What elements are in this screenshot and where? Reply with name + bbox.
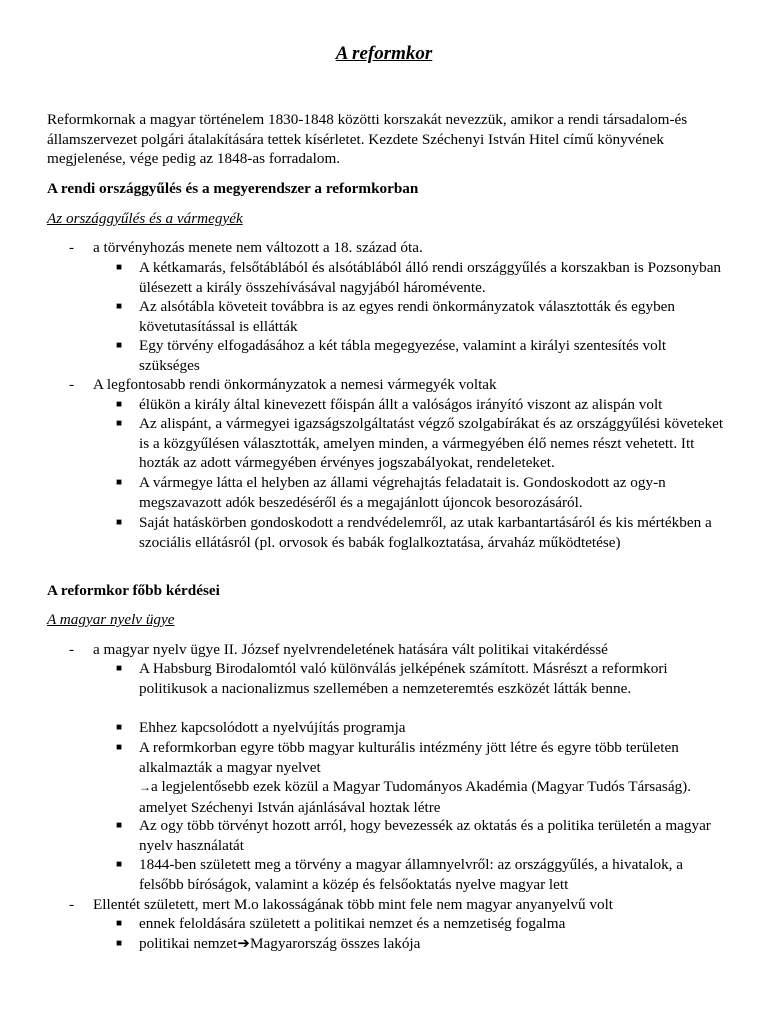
list-item: ■ Az alsótábla követeit továbbra is az egyes rendi önkormányzatok választották és egyben követutasítással is ellátták [116,298,676,335]
list-item: ■ 1844-ben született meg a törvény a magyar államnyelvről: az országgyűlés, a hivatalok, a felsőbb bíróságok, valamint a közép és felsőoktatás nyelve magyar lett [116,856,684,893]
dash-marker: - [69,896,75,913]
bullet-marker: ■ [116,340,123,351]
arrow-icon: ➔ [237,935,251,952]
list-item: ■ A vármegye látta el helyben az állami végrehajtás feladatait is. Gondoskodott az ogy-n megszavazott adók beszedéséről és a megajánlott újoncok besorozásáról. [116,474,666,511]
bullet-marker: ■ [116,820,123,831]
bullet-marker: ■ [116,918,123,929]
bullet-marker: ■ [116,722,123,733]
arrow-icon: → [139,780,151,794]
dash-marker: - [69,641,75,658]
dash-marker: - [69,239,75,256]
section2-subheading: A magyar nyelv ügye [47,611,175,628]
intro-paragraph: Reformkornak a magyar történelem 1830-1848 közötti korszakát nevezzük, amikor a rendi társadalom-és államszervezet polgári átalakítására tettek kísérletet. Kezdete Széchenyi István Hitel című könyvének megjelenése, vége pedig az 1848-as forradalom. [47,111,688,167]
bullet-marker: ■ [116,477,123,488]
list-item: ■ Az ogy több törvényt hozott arról, hogy bevezessék az oktatás és a politika területén a magyar nyelv használatát [116,817,711,854]
arrow-note: →a legjelentősebb ezek közül a Magyar Tudományos Akadémia (Magyar Tudós Társaság). amelyet Széchenyi István ajánlásával hoztak létre [139,778,692,816]
list-item: ■ politikai nemzet➔Magyarország összes lakója [116,935,421,952]
section1-subheading: Az országgyűlés és a vármegyék [47,210,243,227]
bullet-marker: ■ [116,418,123,429]
list-item: - Ellentét született, mert M.o lakosságának több mint fele nem magyar anyanyelvű volt [69,896,614,913]
section1-heading: A rendi országgyűlés és a megyerendszer a reformkorban [47,180,419,197]
list-item: ■ Az alispánt, a vármegyei igazságszolgáltatást végző szolgabírákat és az országgyűlési követeket is a közgyűlésen választották, amelyen minden, a vármegyében élő nemes részt vehetett. Itt hozták az adott vármegyében érvényes jogszabályokat, rendeleteket. [116,415,724,471]
list-item: ■ élükön a király által kinevezett főispán állt a valóságos irányító viszont az alispán volt [116,396,663,413]
dash-marker: - [69,376,75,393]
list-item: - a törvényhozás menete nem változott a 18. század óta. [69,239,423,256]
list-item: - A legfontosabb rendi önkormányzatok a nemesi vármegyék voltak [69,376,497,393]
bullet-marker: ■ [116,517,123,528]
list-item: ■ A reformkorban egyre több magyar kulturális intézmény jött létre és egyre több területen alkalmazták a magyar nyelvet [116,739,679,776]
list-item: ■ A Habsburg Birodalomtól való különválás jelképének számított. Másrészt a reformkori politikusok a nacionalizmus szellemében a nemzeteremtés eszközét látták benne. [116,660,668,697]
section2-heading: A reformkor főbb kérdései [47,582,220,599]
page-title: A reformkor [335,43,433,64]
list-item: - a magyar nyelv ügye II. József nyelvrendeletének hatására vált politikai vitakérdéssé [69,641,608,658]
bullet-marker: ■ [116,301,123,312]
list-item: ■ Saját hatáskörben gondoskodott a rendvédelemről, az utak karbantartásáról és kis mértékben a szociális ellátásról (pl. orvosok és babák foglalkoztatása, árvaház működtetése) [116,514,712,551]
bullet-marker: ■ [116,938,123,949]
list-item: ■ ennek feloldására született a politikai nemzet és a nemzetiség fogalma [116,915,566,932]
bullet-marker: ■ [116,742,123,753]
list-item: ■ A kétkamarás, felsőtáblából és alsótáblából álló rendi országgyűlés a korszakban is Pozsonyban ülésezett a király összehívásával nagyjából háromévente. [116,259,722,296]
list-item: ■ Egy törvény elfogadásához a két tábla megegyezése, valamint a királyi szentesítés volt szükséges [116,337,667,374]
bullet-marker: ■ [116,663,123,674]
bullet-marker: ■ [116,399,123,410]
bullet-marker: ■ [116,859,123,870]
bullet-marker: ■ [116,262,123,273]
list-item: ■ Ehhez kapcsolódott a nyelvújítás programja [116,719,406,736]
